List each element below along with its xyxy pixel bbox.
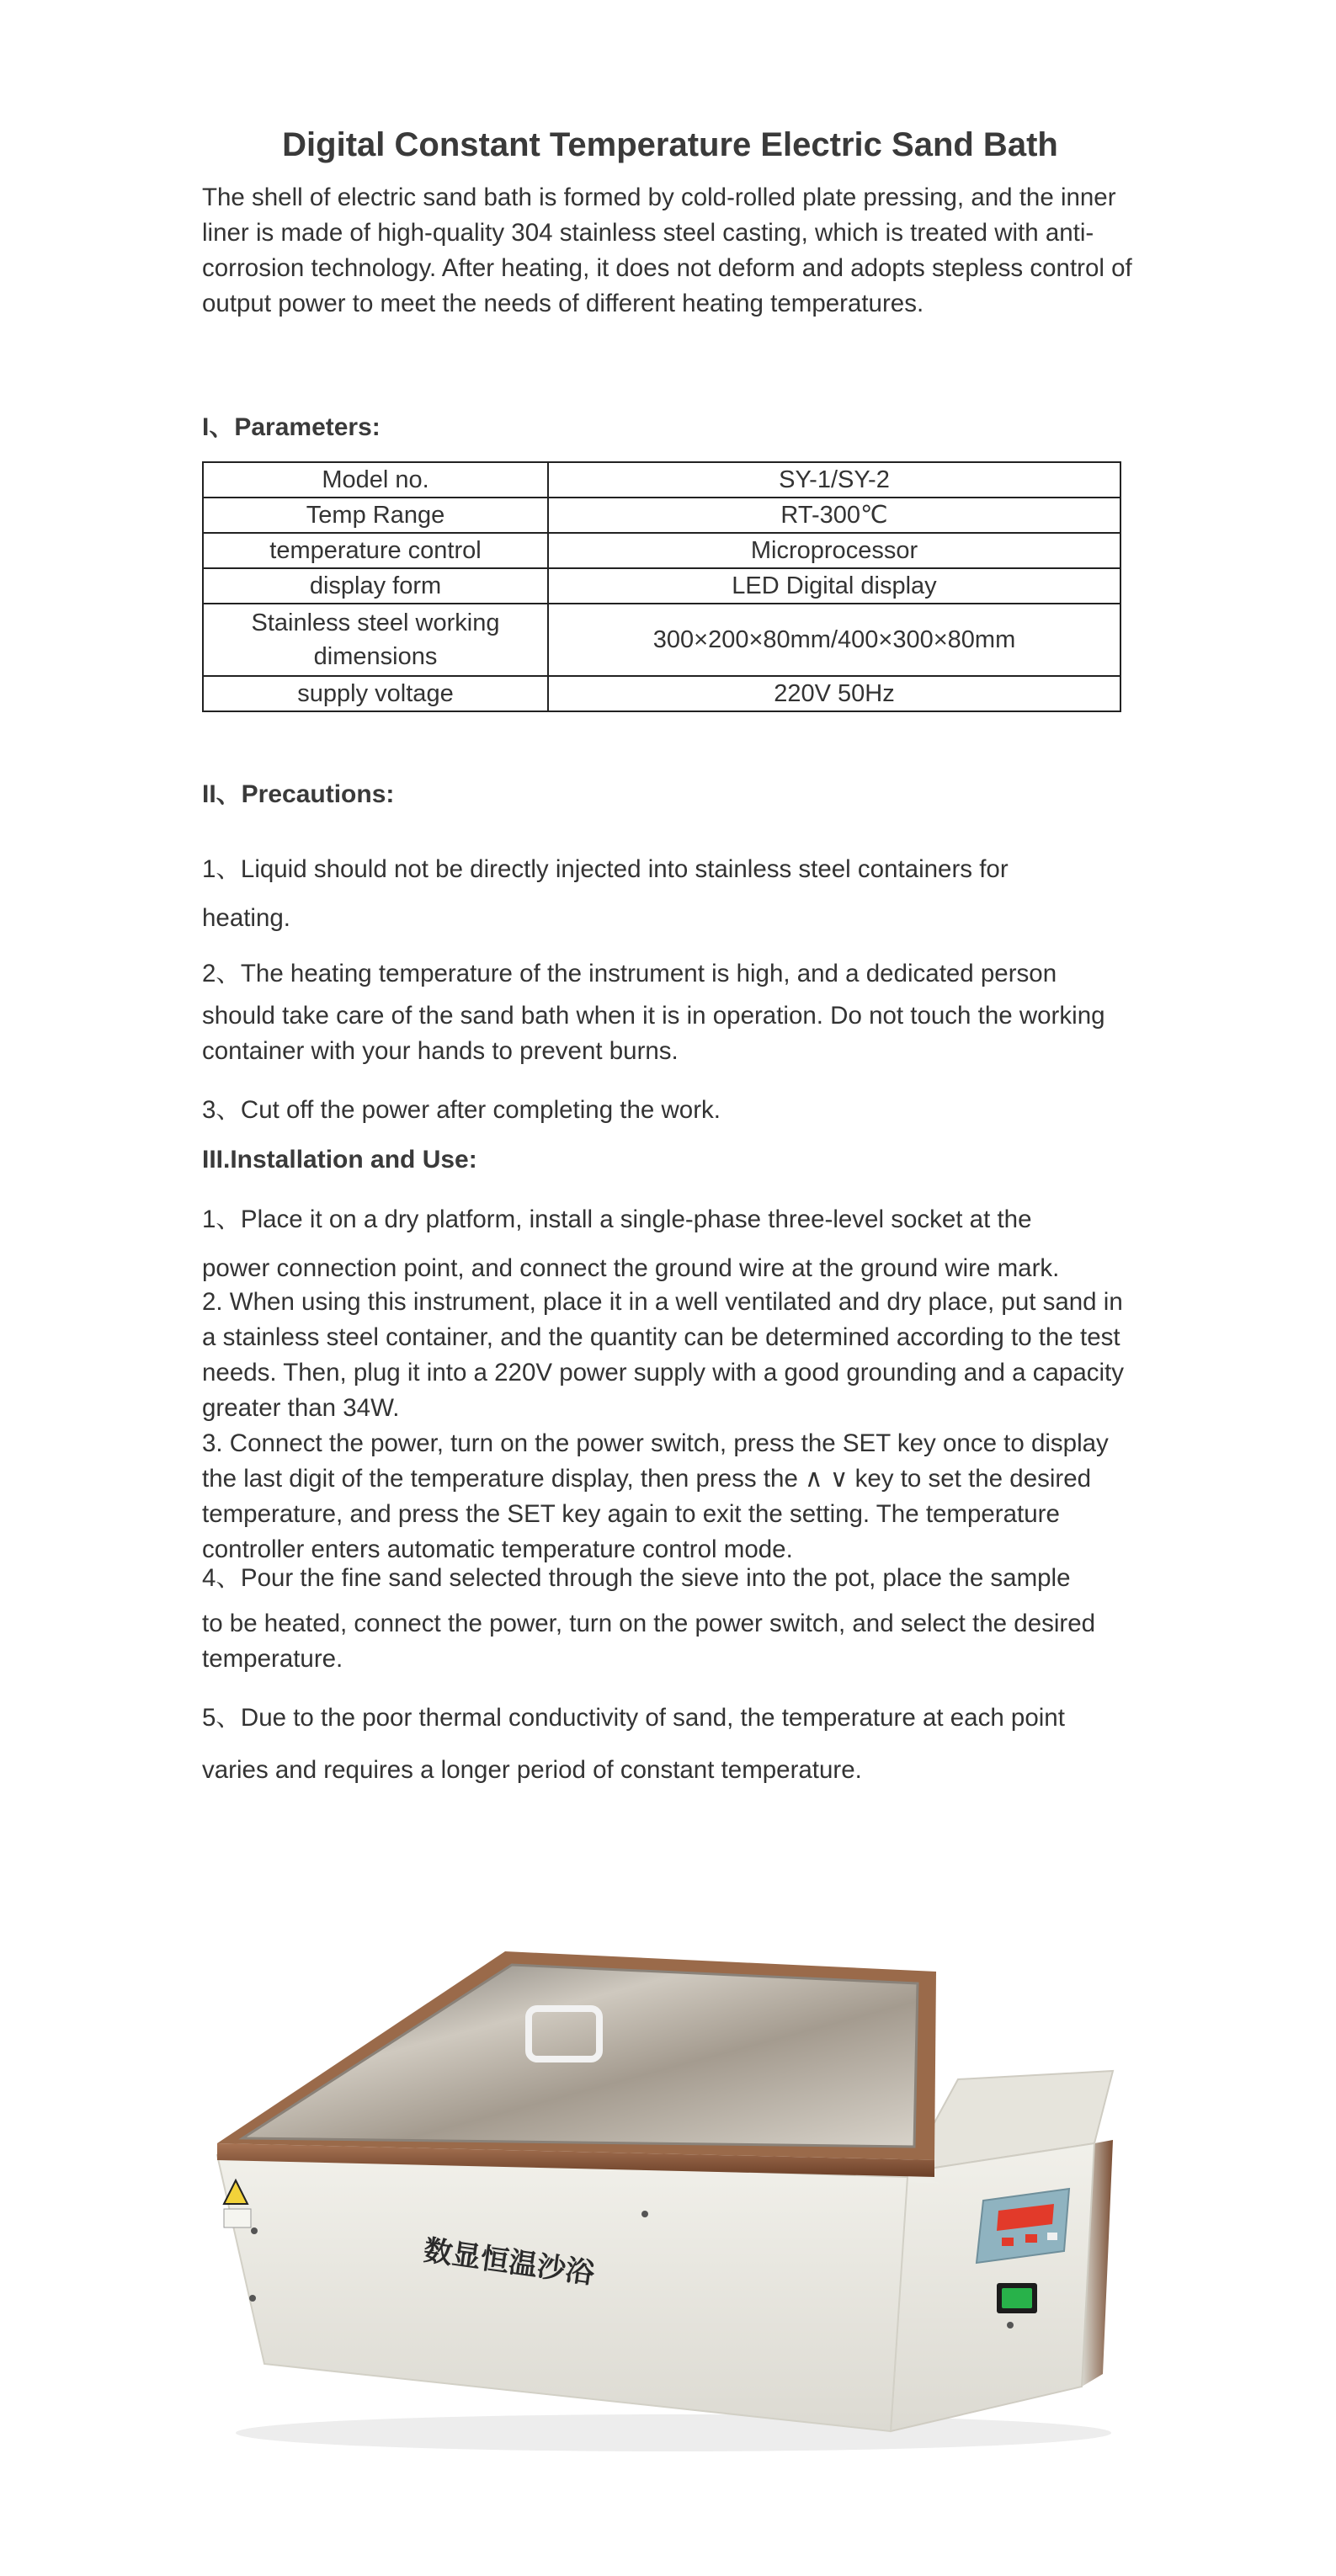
table-row — [203, 498, 1120, 533]
precaution-2-rest: should take care of the sand bath when it is in operation. Do not touch the working container with your hands to prevent burns. — [202, 1002, 1105, 1065]
rivet — [641, 2211, 648, 2217]
installation-5-rest: varies and requires a longer period of constant temperature. — [202, 1756, 862, 1784]
param-value: 220V 50Hz — [548, 676, 1120, 711]
indicator-light-icon — [1002, 2238, 1014, 2246]
precautions-heading: II、Precautions: — [202, 780, 395, 808]
table-row — [203, 604, 1120, 676]
installation-item-3: 3. Connect the power, turn on the power switch, press the SET key once to display the last digit of the temperature display, then press the ∧ ∨ key to set the desired temperature, and press the SET key again to exit the setting. The temperature controller enters automatic temperature control mode. — [202, 1429, 1109, 1563]
param-value: RT-300℃ — [548, 498, 1120, 533]
floor-shadow — [236, 2414, 1111, 2451]
installation-5-line: 5、Due to the poor thermal conductivity of sand, the temperature at each point — [202, 1704, 1065, 1732]
table-row — [203, 462, 1120, 498]
param-value: LED Digital display — [548, 568, 1120, 604]
precaution-2-line: 2、The heating temperature of the instrument is high, and a dedicated person — [202, 960, 1057, 987]
param-label: display form — [203, 568, 548, 604]
installation-item-4 — [202, 1554, 1138, 1677]
precaution-1-line: 1、Liquid should not be directly injected into stainless steel containers for — [202, 855, 1009, 883]
device-label: 数显恒温沙浴 — [421, 2233, 597, 2291]
param-label: Stainless steel working dimensions — [203, 604, 548, 676]
table-row — [203, 568, 1120, 604]
rivet — [249, 2295, 256, 2302]
switch-marker-icon — [1007, 2322, 1014, 2329]
page-title: Digital Constant Temperature Electric Sand Bath — [282, 126, 1058, 163]
intro-paragraph: The shell of electric sand bath is formed by cold-rolled plate pressing, and the inner liner is made of high-quality 304 stainless steel casting, which is treated with anti-corrosion technology. After heating, it does not deform and adopts stepless control of output power to meet the needs of different heating temperatures. — [202, 184, 1132, 317]
warning-label — [224, 2209, 251, 2227]
parameters-heading: I、Parameters: — [202, 413, 381, 441]
precaution-item-2 — [202, 950, 1138, 1069]
table-row — [203, 676, 1120, 711]
param-label: supply voltage — [203, 676, 548, 711]
param-value: SY-1/SY-2 — [548, 462, 1120, 498]
table-row — [203, 533, 1120, 568]
indicator-light-icon — [1025, 2234, 1037, 2243]
control-box-front — [891, 2143, 1094, 2431]
installation-item-1 — [202, 1195, 1138, 1286]
installation-heading: III.Installation and Use: — [202, 1146, 477, 1174]
installation-item-2: 2. When using this instrument, place it in a well ventilated and dry place, put sand in a stainless steel container, and the quantity can be determined according to the test needs. Then, plug it into a 220V power supply with a good grounding and a capacity greater than 34W. — [202, 1288, 1124, 1422]
installation-item-5 — [202, 1694, 1138, 1795]
param-label: Temp Range — [203, 498, 548, 533]
installation-1-rest: power connection point, and connect the ground wire at the ground wire mark. — [202, 1254, 1060, 1282]
precaution-item-3: 3、Cut off the power after completing the work. — [202, 1096, 721, 1124]
param-label: temperature control — [203, 533, 548, 568]
parameters-table — [202, 461, 1121, 712]
param-value: Microprocessor — [548, 533, 1120, 568]
power-switch-icon — [1002, 2288, 1032, 2308]
param-value: 300×200×80mm/400×300×80mm — [548, 604, 1120, 676]
param-label: Model no. — [203, 462, 548, 498]
precaution-1-rest: heating. — [202, 904, 290, 932]
rivet — [251, 2227, 258, 2234]
installation-1-line: 1、Place it on a dry platform, install a single-phase three-level socket at the — [202, 1206, 1032, 1233]
set-key-icon — [1047, 2233, 1057, 2240]
installation-4-rest: to be heated, connect the power, turn on the power switch, and select the desired temperature. — [202, 1610, 1096, 1673]
sand-bath-product-photo — [202, 1903, 1138, 2458]
installation-4-line: 4、Pour the fine sand selected through the sieve into the pot, place the sample — [202, 1564, 1071, 1592]
precaution-item-1 — [202, 845, 1138, 943]
sand-bath-body — [217, 2155, 908, 2431]
